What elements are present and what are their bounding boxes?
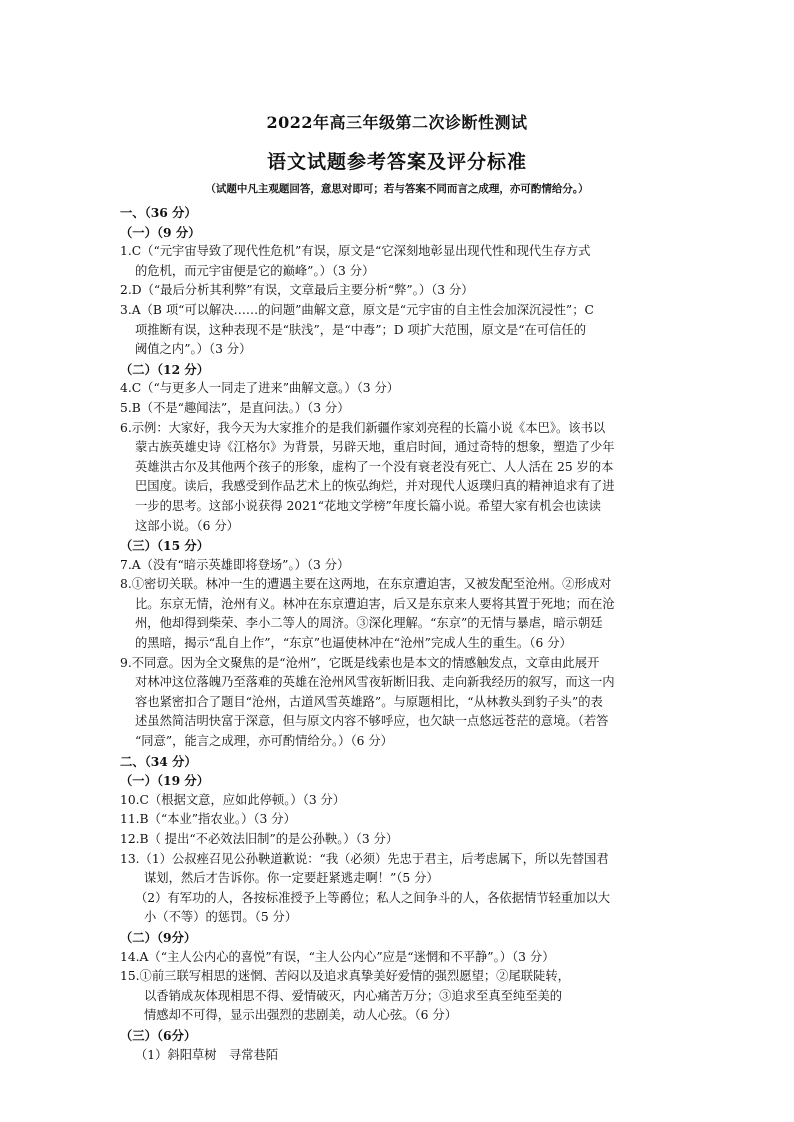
answer-line: 5.B（不是“趣闻法”，是直问法。）（3 分） [120,400,350,415]
answer-line: 8.①密切关联。林冲一生的遭遇主要在这两地，在东京遭迫害，又被发配至沧州。②形成对 [120,577,612,592]
answer-line: 对林冲这位落魄乃至落难的英雄在沧州风雪夜斩断旧我、走向新我经历的叙写，而这一内 [135,675,615,690]
answer-line: 的危机，而元宇宙便是它的巅峰”。）（3 分） [135,263,375,278]
answer-line: 2.D（“最后分析其利弊”有误，文章最后主要分析“弊”。）（3 分） [120,283,474,298]
exam-title: 2022年高三年级第二次诊断性测试 [266,113,528,132]
answer-line: 情感却不可得，显示出强烈的悲剧美，动人心弦。（6 分） [144,1008,458,1023]
answer-line: 述虽然简洁明快富于深意，但与原文内容不够呼应，也欠缺一点悠远苍茫的意境。（若答 [135,714,609,729]
answer-line: 4.C（“与更多人一同走了进来”曲解文意。）（3 分） [120,381,400,396]
section-heading: 二、（34 分） [120,753,197,769]
answer-line: 项推断有误，这种表现不是“肤浅”，是“中毒”；D 项扩大范围，原文是“在可信任的 [135,322,586,337]
answer-line: 6.示例：大家好，我今天为大家推介的是我们新疆作家刘亮程的长篇小说《本巴》。该书以 [120,420,606,435]
answer-line: 阈值之内”。）（3 分） [135,342,252,357]
subsection-heading: （二）（12 分） [120,361,210,377]
answer-line: 14.A（“主人公内心的喜悦”有误，“主人公内心”应是“迷惘和不平静”。）（3 分） [120,949,555,964]
answer-line: 12.B（ 提出“不必效法旧制”的是公孙鞅。）（3 分） [120,832,399,846]
answer-line: 3.A（B 项“可以解决……的问题”曲解文意，原文是“元宇宙的自主性会加深沉浸性”；C [120,302,594,317]
answer-line: 蒙古族英雄史诗《江格尔》为背景，另辟天地，重启时间，通过奇特的想象，塑造了少年 [135,440,615,455]
section-heading: 一、（36 分） [120,205,197,220]
answer-line: 13.（1）公叔痤召见公孙鞅道歉说：“我（必须）先忠于君主，后考虑属下，所以先替国君 [120,851,609,866]
subsection-heading: （三）（15 分） [120,538,210,554]
answer-line: 9.不同意。因为全文聚焦的是“沧州”，它既是线索也是本文的情感触发点，文章由此展开 [120,655,600,670]
subsection-heading: （一）（19 分） [120,773,210,789]
answer-line: 10.C（根据文意，应如此停顿。）（3 分） [120,792,346,807]
answer-line: 谋划，然后才告诉你。你一定要赶紧逃走啊！”（5 分） [144,871,439,886]
answer-line: 11.B（“本业”指农业。）（3 分） [120,812,296,827]
answer-line: 1.C（“元宇宙导致了现代性危机”有误，原文是“它深刻地彰显出现代性和现代生存方式 [120,244,591,259]
answer-line: 以香销成灰体现相思不得、爱情破灭，内心痛苦万分；③追求至真至纯至美的 [144,988,563,1003]
answer-content [120,203,680,1065]
answer-line: 的黑暗，揭示“乱自上作”，“东京”也逼使林冲在“沧州”完成人生的重生。（6 分） [135,636,572,651]
answer-line: 英雄洪古尔及其他两个孩子的形象，虚构了一个没有衰老没有死亡、人人活在 25 岁的本 [135,459,614,474]
grading-note: （试题中凡主观题回答，意思对即可；若与答案不同而言之成理，亦可酌情给分。） [205,183,589,195]
subsection-heading: （三）（6分） [120,1027,197,1043]
answer-line: 容也紧密扣合了题目“沧州，古道风雪英雄路”。与原题相比，“从林教头到豹子头”的表 [135,694,603,709]
answer-line: 比。东京无情，沧州有义。林冲在东京遭迫害，后又是东京来人要将其置于死地；而在沧 [135,596,615,611]
answer-line: 这部小说。（6 分） [135,518,239,533]
answer-line: 州，他却得到柴荣、李小二等人的周济。③深化理解。“东京”的无情与暴虐，暗示朝廷 [135,616,603,631]
answer-key-title: 语文试题参考答案及评分标准 [266,151,527,173]
answer-line: 小（不等）的惩罚。（5 分） [144,910,298,925]
answer-line: 巴国度。读后，我感受到作品艺术上的恢弘绚烂，并对现代人返璞归真的精神追求有了进 [135,479,615,494]
answer-line: （1）斜阳草树 寻常巷陌 [135,1047,279,1062]
subsection-heading: （二）（9分） [120,929,197,945]
answer-line: “同意”，能言之成理，亦可酌情给分。）（6 分） [135,734,393,749]
answer-line: 7.A（没有“暗示英雄即将登场”。）（3 分） [120,557,350,572]
answer-line: 15.①前三联写相思的迷惘、苦闷以及追求真挚美好爱情的强烈愿望；②尾联陡转， [120,969,570,984]
answer-line: 一步的思考。这部小说获得 2021“花地文学榜”年度长篇小说。希望大家有机会也读读 [135,498,601,513]
subsection-heading: （一）（9 分） [120,224,201,240]
answer-line: （2）有军功的人，各按标准授予上等爵位；私人之间争斗的人，各依据情节轻重加以大 [135,890,611,905]
